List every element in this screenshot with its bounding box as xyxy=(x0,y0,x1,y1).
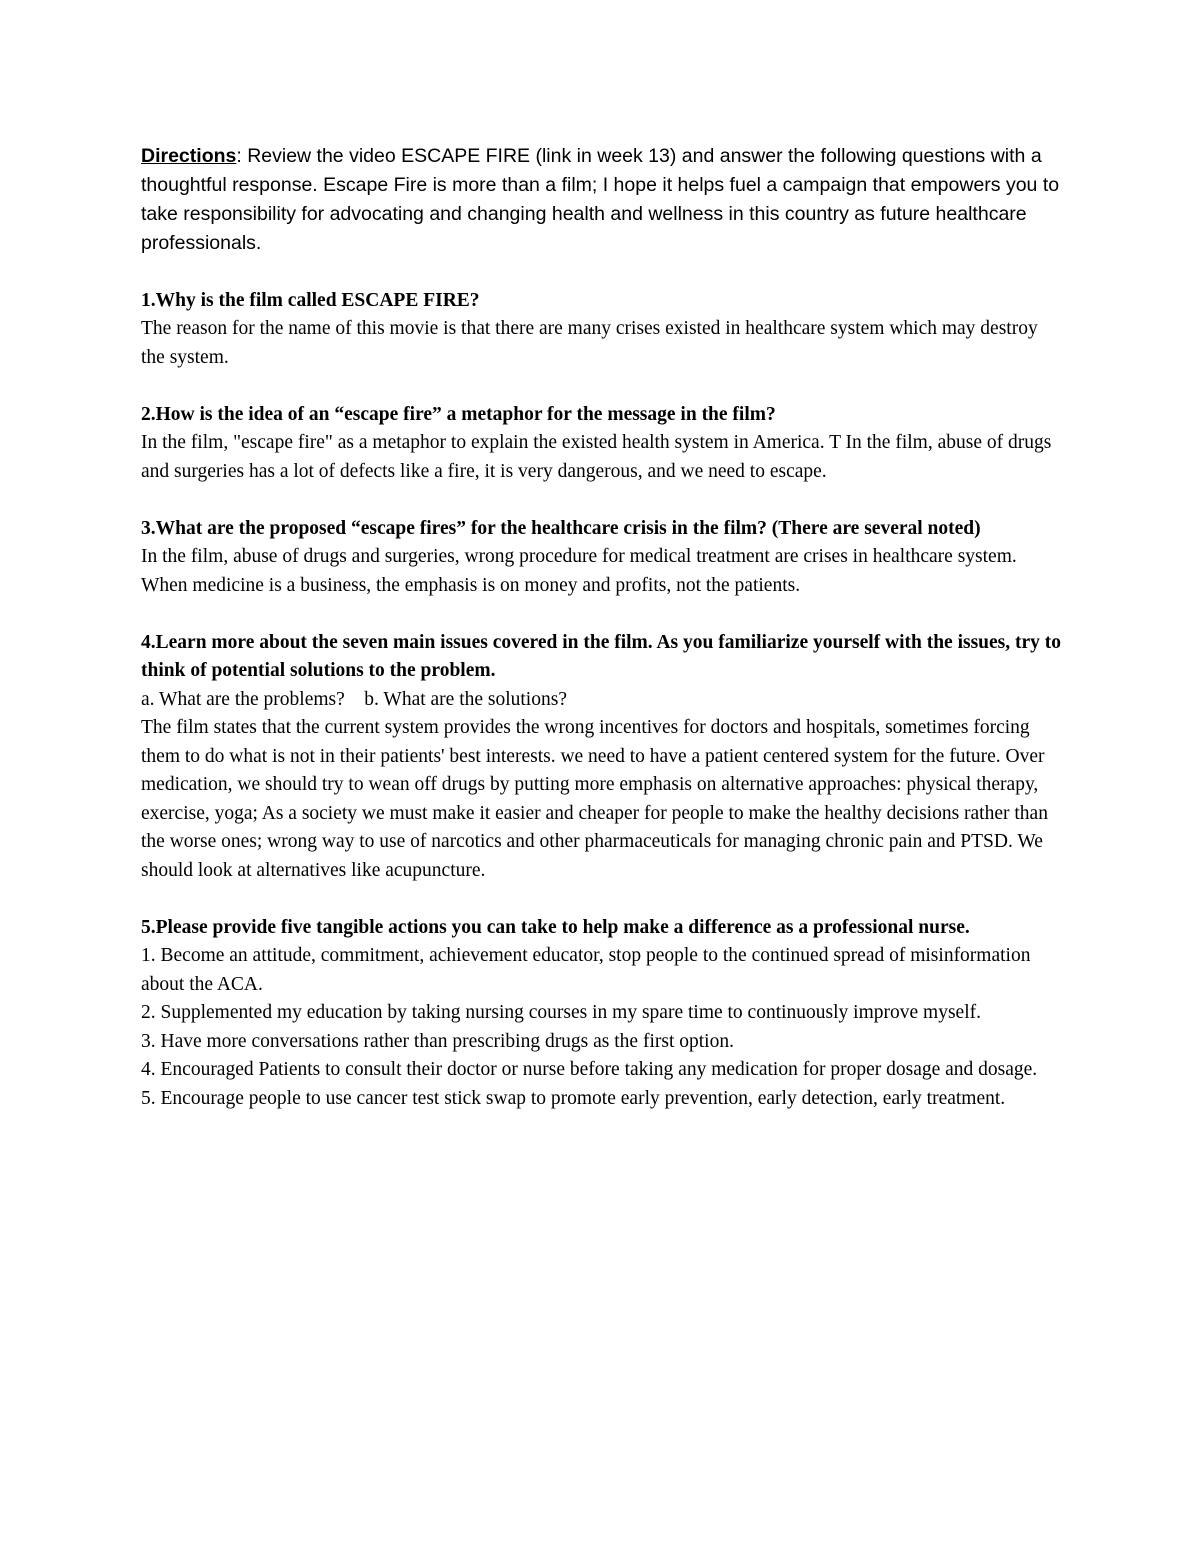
question-3: 3.What are the proposed “escape fires” for the healthcare crisis in the film? (There are several noted) xyxy=(141,517,981,539)
action-item: 3. Have more conversations rather than prescribing drugs as the first option. xyxy=(141,1030,734,1052)
question-2: 2.How is the idea of an “escape fire” a metaphor for the message in the film? xyxy=(141,403,776,425)
action-item: 1. Become an attitude, commitment, achievement educator, stop people to the continued spread of misinformation about the ACA. xyxy=(141,945,1031,995)
document-page xyxy=(141,142,1066,1113)
action-item: 5. Encourage people to use cancer test stick swap to promote early prevention, early detection, early treatment. xyxy=(141,1087,1006,1109)
question-4-subquestions: a. What are the problems? b. What are the solutions? xyxy=(141,688,567,710)
question-3-block xyxy=(141,515,1066,601)
directions-label: Directions xyxy=(141,145,237,167)
question-2-block xyxy=(141,401,1066,487)
question-4: 4.Learn more about the seven main issues covered in the film. As you familiarize yourself with the issues, try to think of potential solutions to the problem. xyxy=(141,631,1062,681)
answer-3: In the film, abuse of drugs and surgeries, wrong procedure for medical treatment are crises in healthcare system. When medicine is a business, the emphasis is on money and profits, not the patients. xyxy=(141,546,1017,596)
question-1: 1.Why is the film called ESCAPE FIRE? xyxy=(141,289,480,311)
question-4-block xyxy=(141,629,1066,886)
question-5-block xyxy=(141,914,1066,1114)
directions-paragraph xyxy=(141,142,1066,258)
question-1-block xyxy=(141,287,1066,373)
directions-text: : Review the video ESCAPE FIRE (link in week 13) and answer the following questions with a thoughtful response. Escape Fire is more than a film; I hope it helps fuel a campaign that empowers you to take responsibility for advocating and changing health and wellness in this country as future healthcare professionals. xyxy=(141,145,1060,254)
action-item: 2. Supplemented my education by taking nursing courses in my spare time to continuously improve myself. xyxy=(141,1002,981,1023)
action-item: 4. Encouraged Patients to consult their doctor or nurse before taking any medication for proper dosage and dosage. xyxy=(141,1059,1038,1080)
answer-2: In the film, "escape fire" as a metaphor to explain the existed health system in America. T In the film, abuse of drugs and surgeries has a lot of defects like a fire, it is very dangerous, and we need to escape. xyxy=(141,432,1052,482)
answer-4: The film states that the current system provides the wrong incentives for doctors and hospitals, sometimes forcing them to do what is not in their patients' best interests. we need to have a patient centered system for the future. Over medication, we should try to wean off drugs by putting more emphasis on alternative approaches: physical therapy, exercise, yoga; As a society we must make it easier and cheaper for people to make the healthy decisions rather than the worse ones; wrong way to use of narcotics and other pharmaceuticals for managing chronic pain and PTSD. We should look at alternatives like acupuncture. xyxy=(141,717,1048,881)
question-5: 5.Please provide five tangible actions you can take to help make a difference as a professional nurse. xyxy=(141,916,970,938)
answer-1: The reason for the name of this movie is that there are many crises existed in healthcare system which may destroy the system. xyxy=(141,318,1038,368)
